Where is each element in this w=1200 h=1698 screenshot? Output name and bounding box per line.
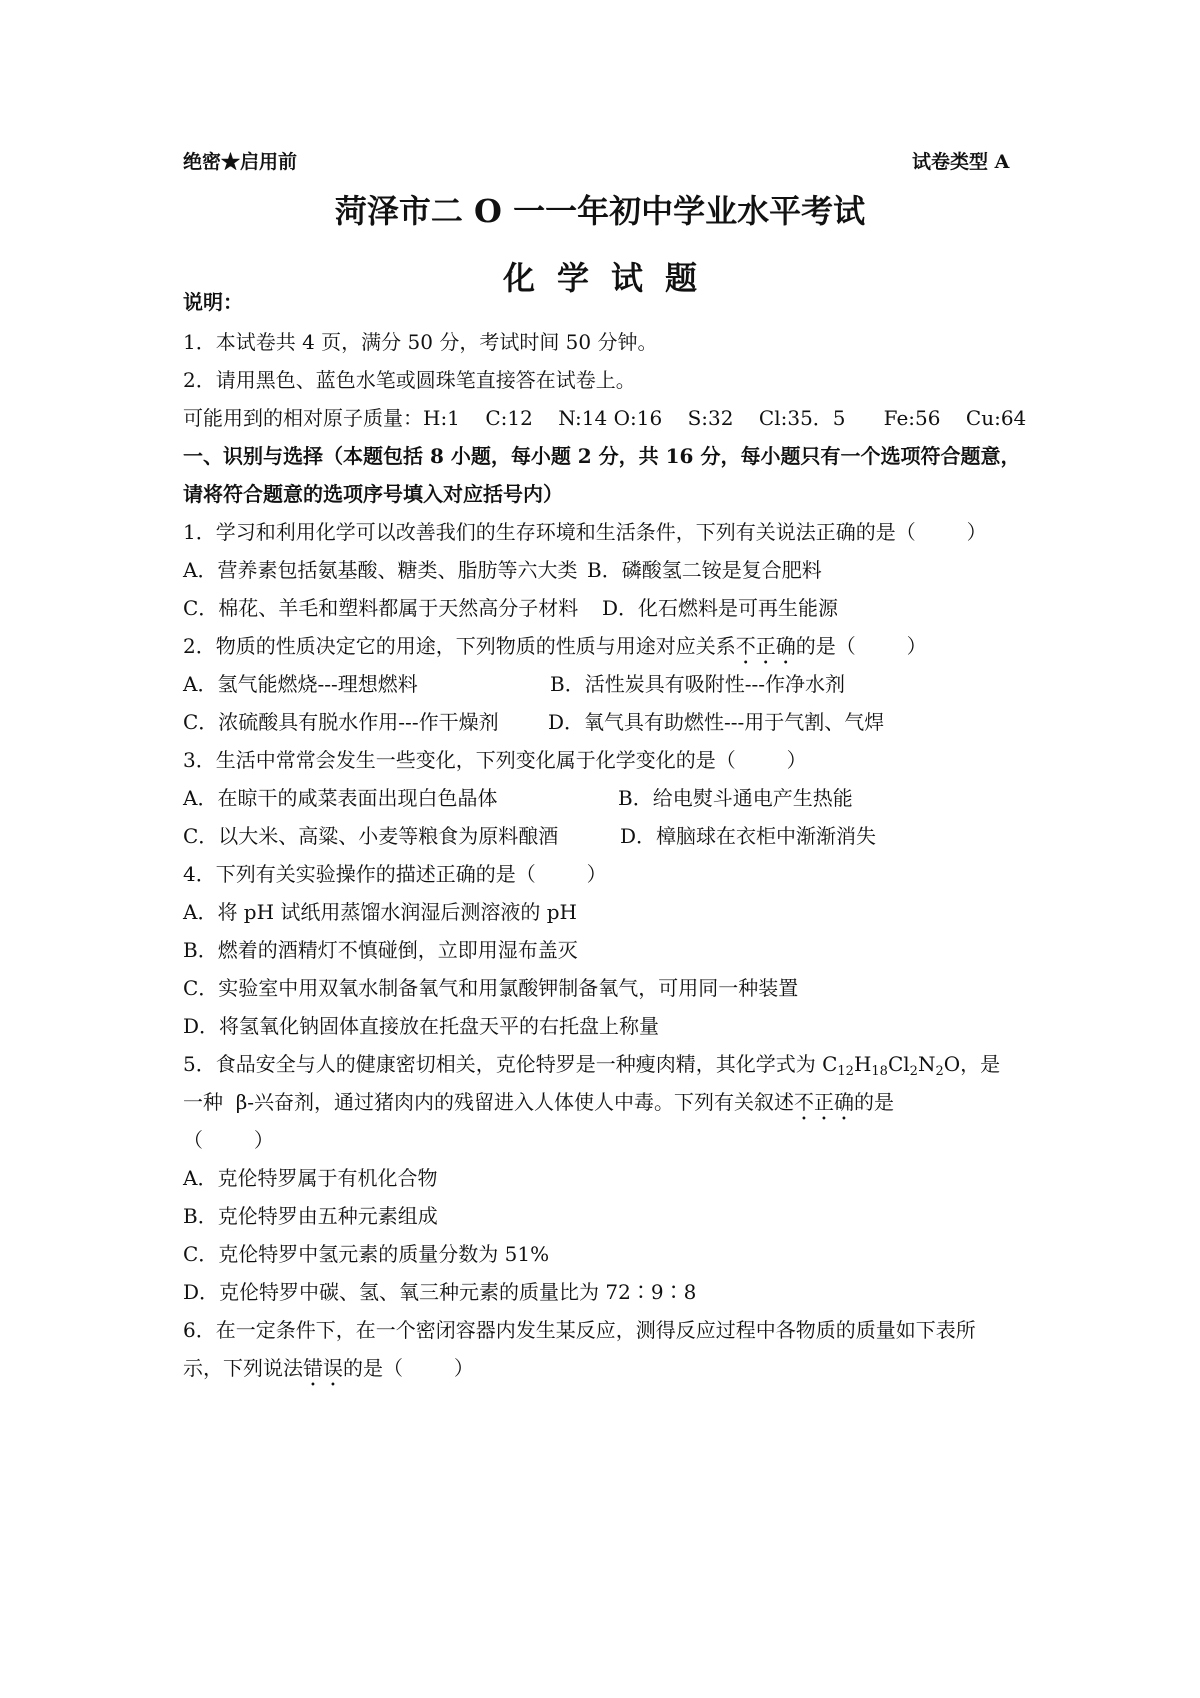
question-5-stem-line-2: 一种 β-兴奋剂，通过猪肉内的残留进入人体使人中毒。下列有关叙述不正确的是: [183, 1090, 895, 1114]
exam-title: 菏泽市二 O 一一年初中学业水平考试: [334, 192, 866, 230]
question-3-option-d: D．樟脑球在衣柜中渐渐消失: [620, 824, 877, 848]
question-5-option-a: A．克伦特罗属于有机化合物: [183, 1166, 438, 1190]
chemical-formula: $C_{12}H_{18}Cl_2N_2O$: [822, 1052, 961, 1079]
section-heading-cont: 请将符合题意的选项序号填入对应括号内）: [183, 482, 563, 506]
section-heading: 一、识别与选择（本题包括 8 小题，每小题 2 分，共 16 分，每小题只有一个选项符合题意，: [183, 444, 1021, 468]
question-5-option-c: C．克伦特罗中氢元素的质量分数为 51%: [183, 1242, 550, 1266]
instructions-heading: 说明：: [183, 290, 243, 314]
question-4-option-b: B．燃着的酒精灯不慎碰倒，立即用湿布盖灭: [183, 938, 578, 962]
question-2-option-b: B．活性炭具有吸附性---作净水剂: [550, 672, 845, 696]
question-5-stem-line-3: （ ）: [183, 1128, 274, 1152]
question-4-option-c: C．实验室中用双氧水制备氧气和用氯酸钾制备氧气，可用同一种装置: [183, 976, 799, 1000]
emphasis-not-correct: 不正确: [794, 1090, 855, 1114]
question-4-option-d: D．将氢氧化钠固体直接放在托盘天平的右托盘上称量: [183, 1014, 660, 1038]
instruction-item: 1．本试卷共 4 页，满分 50 分，考试时间 50 分钟。: [183, 330, 658, 354]
question-5-option-d: D．克伦特罗中碳、氢、氧三种元素的质量比为 72∶9∶8: [183, 1280, 697, 1304]
question-1-option-b: B．磷酸氢二铵是复合肥料: [587, 558, 822, 582]
question-4-stem: 4．下列有关实验操作的描述正确的是（ ）: [183, 862, 607, 886]
question-4-option-a: A．将 pH 试纸用蒸馏水润湿后测溶液的 pH: [183, 900, 578, 924]
question-2-option-c: C．浓硫酸具有脱水作用---作干燥剂: [183, 710, 499, 734]
question-2-stem: 2．物质的性质决定它的用途，下列物质的性质与用途对应关系不正确的是（ ）: [183, 634, 927, 658]
question-5-stem-line-1: 5．食品安全与人的健康密切相关，克伦特罗是一种瘦肉精，其化学式为 $C_{12}H_{18}Cl_2N_2O$，是: [183, 1052, 1001, 1079]
question-6-stem-line-1: 6．在一定条件下，在一个密闭容器内发生某反应，测得反应过程中各物质的质量如下表所: [183, 1318, 976, 1342]
paper-type: 试卷类型 A: [912, 151, 1010, 173]
question-6-stem-line-2: 示，下列说法错误的是（ ）: [183, 1356, 474, 1380]
question-1-stem: 1．学习和利用化学可以改善我们的生存环境和生活条件，下列有关说法正确的是（ ）: [183, 520, 987, 544]
emphasis-not-correct: 不正确: [735, 634, 796, 658]
confidential-mark: 绝密★启用前: [183, 151, 298, 173]
question-5-option-b: B．克伦特罗由五种元素组成: [183, 1204, 438, 1228]
question-3-option-c: C．以大米、高粱、小麦等粮食为原料酿酒: [183, 824, 559, 848]
question-3-option-a: A．在晾干的咸菜表面出现白色晶体: [183, 786, 498, 810]
question-3-option-b: B．给电熨斗通电产生热能: [618, 786, 853, 810]
question-2-option-d: D．氧气具有助燃性---用于气割、气焊: [548, 710, 885, 734]
question-1-option-a: A．营养素包括氨基酸、糖类、脂肪等六大类: [183, 558, 578, 582]
atomic-masses: 可能用到的相对原子质量：H:1 C:12 N:14 O:16 S:32 Cl:35．5 Fe:56 Cu:64: [183, 406, 1027, 430]
question-2-option-a: A．氢气能燃烧---理想燃料: [183, 672, 418, 696]
exam-subtitle: 化学试题: [502, 259, 719, 297]
emphasis-wrong: 错误: [303, 1356, 343, 1380]
question-3-stem: 3．生活中常常会发生一些变化，下列变化属于化学变化的是（ ）: [183, 748, 807, 772]
question-1-option-c: C．棉花、羊毛和塑料都属于天然高分子材料: [183, 596, 579, 620]
instruction-item: 2．请用黑色、蓝色水笔或圆珠笔直接答在试卷上。: [183, 368, 636, 392]
question-1-option-d: D．化石燃料是可再生能源: [602, 596, 839, 620]
